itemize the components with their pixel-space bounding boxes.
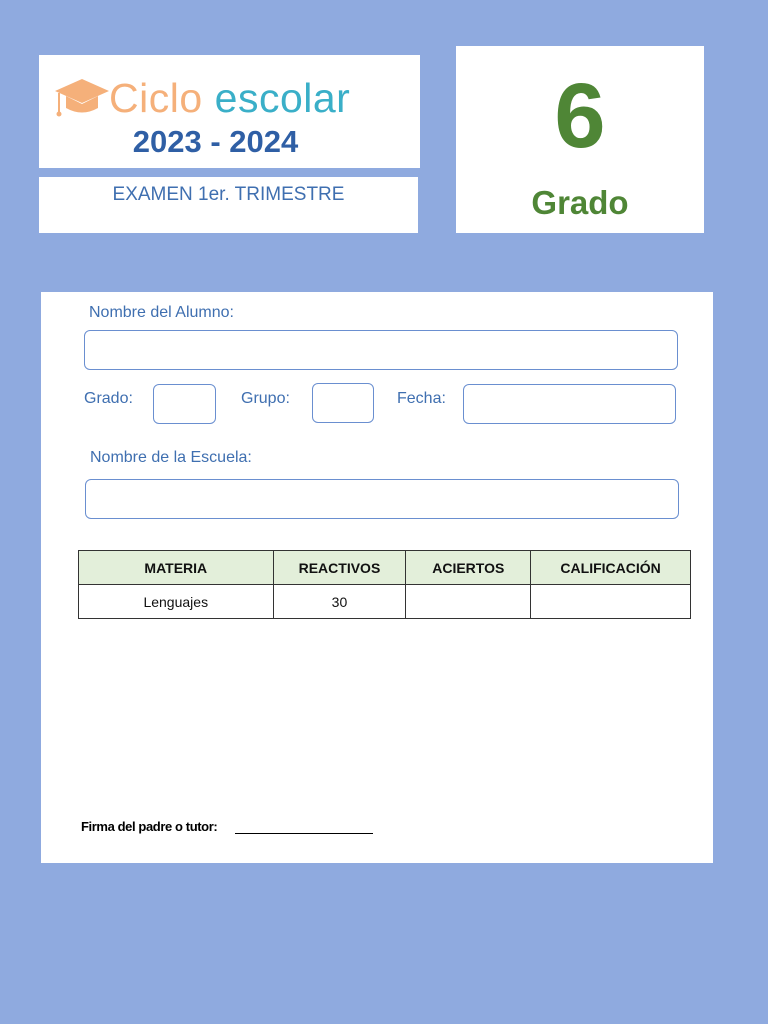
header-calificacion: CALIFICACIÓN — [531, 551, 691, 585]
graduation-cap-icon — [53, 73, 111, 123]
signature-line[interactable] — [235, 823, 373, 834]
cycle-header — [39, 55, 420, 168]
header-aciertos: ACIERTOS — [406, 551, 531, 585]
grade-number: 6 — [554, 65, 606, 167]
student-form — [41, 292, 713, 863]
grade-box — [456, 46, 704, 233]
student-name-field[interactable] — [84, 330, 678, 370]
school-name-field[interactable] — [85, 479, 679, 519]
grade-label: Grado — [531, 184, 629, 221]
date-field-label: Fecha: — [397, 390, 446, 407]
cell-calificacion[interactable] — [531, 585, 691, 619]
student-name-label: Nombre del Alumno: — [89, 304, 234, 321]
cell-reactivos: 30 — [273, 585, 406, 619]
group-field-label: Grupo: — [241, 390, 290, 407]
cell-materia: Lenguajes — [79, 585, 274, 619]
exam-title: EXAMEN 1er. TRIMESTRE — [112, 184, 345, 205]
date-field[interactable] — [463, 384, 676, 424]
cycle-title — [53, 73, 350, 123]
grade-field-label: Grado: — [84, 390, 133, 407]
table-row — [79, 585, 691, 619]
signature-label: Firma del padre o tutor: — [81, 819, 218, 834]
school-year: 2023 - 2024 — [132, 124, 299, 159]
table-header-row — [79, 551, 691, 585]
header-reactivos: REACTIVOS — [273, 551, 406, 585]
title-escolar: escolar — [214, 74, 351, 121]
cell-aciertos[interactable] — [406, 585, 531, 619]
group-field[interactable] — [312, 383, 374, 423]
grade-field[interactable] — [153, 384, 216, 424]
school-name-label: Nombre de la Escuela: — [90, 449, 252, 466]
header-materia: MATERIA — [79, 551, 274, 585]
title-ciclo: Ciclo — [109, 74, 203, 121]
signature-row — [81, 819, 373, 834]
grades-table — [78, 550, 691, 619]
exam-title-box — [39, 177, 418, 233]
